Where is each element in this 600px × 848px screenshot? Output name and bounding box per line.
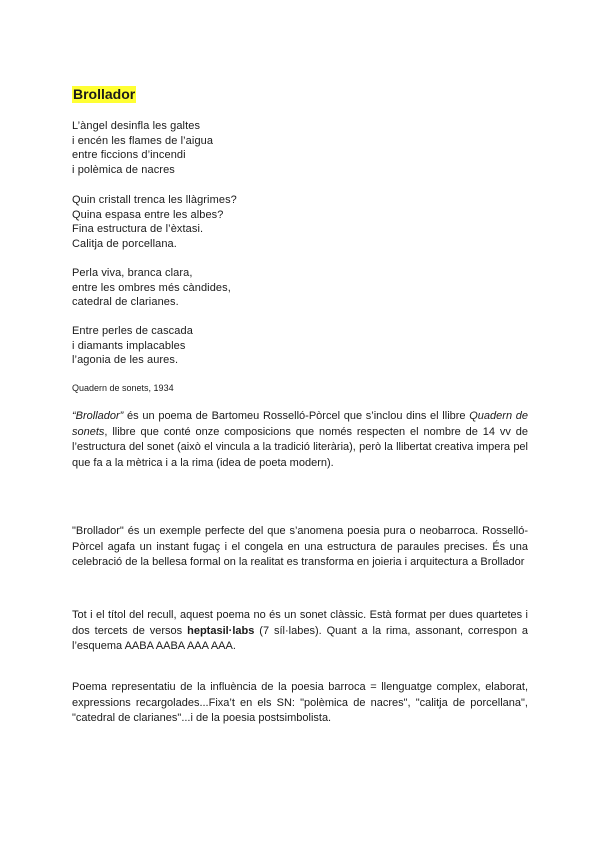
paragraph-text: Poema representatiu de la influència de la poesia barroca = llenguatge complex, elaborat, expressions recargolades...Fixa’t en els SN: "polèmica de nacres", "calitja de porcellana", "catedral de clarianes"...i de la poesia postsimbolista. <box>72 681 528 725</box>
commentary-paragraph <box>72 524 528 571</box>
poem-line: Perla viva, branca clara, <box>72 267 193 279</box>
poem-line: Quin cristall trenca les llàgrimes? <box>72 194 237 206</box>
paragraph-text: Tot i el títol del recull, aquest poema no és un sonet clàssic. Està format per dues quartetes i dos tercets de versos <box>72 609 528 637</box>
poem-stanza <box>72 119 213 177</box>
italic-text: “Brollador” <box>72 410 124 422</box>
bold-term: heptasil·labs <box>187 624 255 637</box>
page-title: Brollador <box>73 86 136 102</box>
poem-stanza <box>72 324 193 368</box>
poem-line: catedral de clarianes. <box>72 296 179 309</box>
poem-stanza <box>72 266 231 310</box>
commentary-paragraph <box>72 680 528 727</box>
poem-line: Entre perles de cascada <box>72 325 193 337</box>
poem-line: i encén les flames de l’aigua <box>72 134 214 147</box>
poem-stanza <box>72 193 237 251</box>
poem-line: Quina espasa entre les albes? <box>72 208 224 221</box>
commentary-paragraph <box>72 608 528 655</box>
poem-line: i diamants implacables <box>72 339 186 352</box>
poem-line: entre ficcions d’incendi <box>72 149 186 162</box>
poem-line: L’àngel desinfla les galtes <box>72 120 201 132</box>
poem-line: i polèmica de nacres <box>72 163 175 176</box>
paragraph-text: (7 síl·labes). Quant a la rima, assonant, correspon a l’esquema AABA AABA AAA AAA. <box>72 624 528 653</box>
poem-line: entre les ombres més càndides, <box>72 281 231 294</box>
poem-line: l’agonia de les aures. <box>72 354 179 367</box>
paragraph-text: és un poema de Bartomeu Rosselló-Pòrcel que s’inclou dins el llibre <box>123 410 470 422</box>
italic-text: Quadern de sonets <box>72 410 528 438</box>
paragraph-text: "Brollador" és un exemple perfecte del que s’anomena poesia pura o neobarroca. Rosselló-Pòrcel agafa un instant fugaç i el congela en una estructura de paraules precises. És una celebració de la bellesa formal on la realitat es transforma en joieria i arquitectura a Brollador <box>72 525 528 569</box>
poem-line: Calitja de porcellana. <box>72 237 177 250</box>
poem-line: Fina estructura de l’èxtasi. <box>72 223 204 236</box>
commentary-paragraph <box>72 409 528 471</box>
poem-source: Quadern de sonets, 1934 <box>72 383 174 393</box>
paragraph-text: , llibre que conté onze composicions que només respecten el nombre de 14 vv de l’estructura del sonet (això el vincula a la tradició literària), però la llibertat creativa impera pel que fa a la mètrica i a la rima (idea de poeta modern). <box>72 425 528 469</box>
